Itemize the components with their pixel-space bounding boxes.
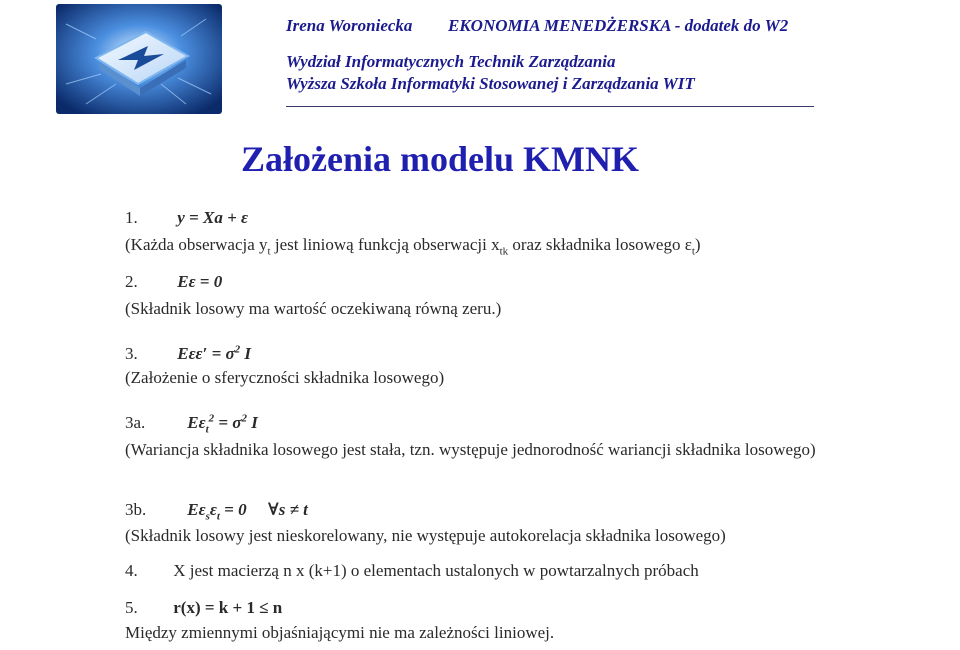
formula: Eε = 0 [177, 272, 223, 291]
chip-logo-icon [56, 4, 222, 114]
formula: y = Xa + ε [177, 208, 248, 227]
assumption-2-description: (Składnik losowy ma wartość oczekiwaną równą zeru.) [125, 299, 502, 318]
header-school: Wyższa Szkoła Informatyki Stosowanej i Zarządzania WIT [286, 74, 695, 93]
header-divider [286, 106, 814, 107]
item-number: 3a. [125, 412, 146, 432]
item-number: 1. [125, 208, 138, 227]
page-title: Założenia modelu KMNK [241, 139, 639, 179]
assumption-3-formula [125, 343, 830, 364]
header-course: EKONOMIA MENEDŻERSKA - dodatek do W2 [448, 16, 789, 35]
item-number: 3b. [125, 500, 147, 519]
assumption-4 [125, 561, 830, 581]
assumption-5-description: Między zmiennymi objaśniającymi nie ma zależności liniowej. [125, 623, 555, 642]
assumption-1-description: (Każda obserwacja $y_t$ jest liniową funkcją obserwacji $x_{tk}$ oraz składnika losowego $\varepsilon_t$) [125, 235, 701, 258]
item-number: 5. [125, 598, 138, 617]
formula: $E\varepsilon\varepsilon' = \sigma^2$ I [177, 343, 252, 363]
formula: $E\varepsilon_t^2 = \sigma^2$ I [187, 412, 258, 436]
logo [56, 4, 222, 114]
header-faculty: Wydział Informatycznych Technik Zarządzania [286, 52, 616, 71]
assumption-3-description: (Założenie o sferyczności składnika losowego) [125, 368, 445, 387]
assumption-3a-description: (Wariancja składnika losowego jest stała, tzn. występuje jednorodność wariancji składnika losowego) [125, 440, 816, 459]
assumption-text: X jest macierzą n x (k+1) o elementach ustalonych w powtarzalnych próbach [173, 561, 699, 580]
assumption-1-formula [125, 208, 830, 228]
item-number: 4. [125, 561, 138, 580]
assumption-5-formula [125, 598, 830, 618]
formula: r(x) = k + 1 ≤ n [173, 598, 283, 617]
item-number: 3. [125, 343, 138, 363]
assumption-3b-description: (Składnik losowy jest nieskorelowany, nie występuje autokorelacja składnika losowego) [125, 526, 726, 545]
assumption-2-formula [125, 272, 830, 292]
assumption-3b-formula [125, 500, 830, 522]
assumption-3a-formula [125, 412, 830, 435]
formula: $E\varepsilon_s\varepsilon_t = 0$ ∀s ≠ t [187, 500, 308, 523]
header-author: Irena Woroniecka [286, 16, 413, 35]
item-number: 2. [125, 272, 138, 291]
